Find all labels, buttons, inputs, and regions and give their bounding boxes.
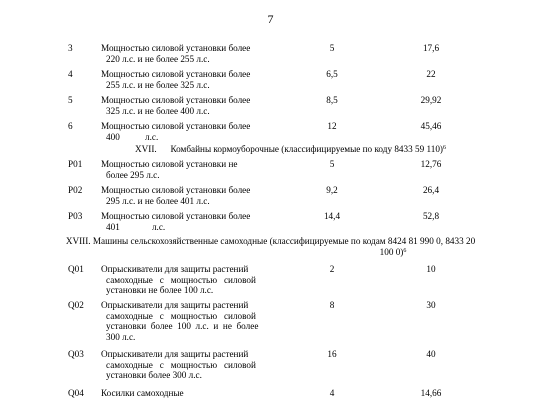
row-description — [101, 69, 269, 90]
description-line: более 295 л.с. — [106, 169, 160, 180]
row-code: 6 — [68, 121, 73, 131]
description-line: Опрыскиватели для защиты растений — [101, 264, 249, 274]
row-description — [101, 264, 269, 296]
row-value-2: 22 — [426, 69, 436, 79]
section-heading-line: 100 0) — [379, 246, 404, 257]
description-line: Мощностью силовой установки не — [101, 159, 238, 169]
row-value-1: 14,4 — [323, 211, 341, 221]
description-line: установки не более 100 л.с. — [106, 285, 214, 296]
row-code: P02 — [68, 185, 83, 195]
row-value-1: 6,5 — [326, 69, 338, 79]
description-line: Мощностью силовой установки более — [101, 211, 251, 221]
description-line: самоходные с мощностью силовой — [106, 274, 256, 285]
row-value-2: 12,76 — [420, 159, 442, 169]
row-value-2: 14,66 — [420, 388, 442, 398]
row-description — [101, 388, 269, 399]
row-value-2: 45,46 — [420, 121, 442, 131]
row-code: Q02 — [68, 300, 84, 310]
description-line: Мощностью силовой установки более — [101, 121, 251, 131]
row-code: Q04 — [68, 388, 84, 398]
description-line: Мощностью силовой установки более — [101, 69, 251, 79]
footnote-mark: 6 — [443, 145, 446, 151]
page-number: 7 — [267, 12, 274, 26]
row-value-1: 8,5 — [326, 95, 338, 105]
footnote-mark: 6 — [403, 247, 407, 254]
description-line: 401 л.с. — [106, 221, 166, 232]
row-code: 3 — [68, 43, 73, 53]
row-description — [101, 159, 269, 180]
row-description — [101, 185, 269, 206]
description-line: установки более 300 л.с. — [106, 370, 202, 381]
row-value-2: 30 — [426, 300, 436, 310]
row-code: 5 — [68, 95, 73, 105]
row-value-2: 26,4 — [422, 185, 440, 195]
description-line: 325 л.с. и не более 400 л.с. — [106, 105, 210, 116]
row-value-2: 17,6 — [422, 43, 440, 53]
row-value-1: 5 — [329, 43, 335, 53]
row-value-1: 4 — [329, 388, 335, 398]
description-line: 295 л.с. и не более 401 л.с. — [106, 195, 210, 206]
row-description — [101, 121, 269, 142]
description-line: самоходные с мощностью силовой — [106, 310, 256, 321]
row-value-2: 29,92 — [420, 95, 442, 105]
row-code: P03 — [68, 211, 83, 221]
description-line: Косилки самоходные — [101, 388, 184, 398]
section-heading-line: XVIII. Машины сельскохозяйственные самоходные (классифицируемые по кодам 8424 81 990 0, 8433 20 — [65, 236, 476, 246]
description-line: 400 л.с. — [106, 131, 159, 142]
section-heading-xvii — [0, 144, 541, 155]
row-description — [101, 95, 269, 116]
description-line: 255 л.с. и не более 325 л.с. — [106, 79, 210, 90]
row-value-1: 8 — [329, 300, 335, 310]
row-value-1: 5 — [329, 159, 335, 169]
section-heading-text: XVII. Комбайны кормоуборочные (классифицируемые по коду 8433 59 110) — [134, 144, 443, 154]
row-description — [101, 349, 269, 381]
row-description — [101, 43, 269, 64]
description-line: Опрыскиватели для защиты растений — [101, 300, 249, 310]
row-value-1: 9,2 — [326, 185, 338, 195]
description-line: Мощностью силовой установки более — [101, 185, 251, 195]
description-line: 300 л.с. — [106, 331, 136, 342]
description-line: установки более 100 л.с. и не более — [106, 321, 259, 332]
row-code: P01 — [68, 159, 83, 169]
row-value-2: 10 — [426, 264, 436, 274]
row-code: 4 — [68, 69, 73, 79]
row-code: Q03 — [68, 349, 84, 359]
description-line: Мощностью силовой установки более — [101, 95, 251, 105]
description-line: Опрыскиватели для защиты растений — [101, 349, 249, 359]
description-line: 220 л.с. и не более 255 л.с. — [106, 53, 210, 64]
row-description — [101, 211, 269, 232]
row-value-1: 12 — [327, 121, 337, 131]
description-line: самоходные с мощностью силовой — [106, 359, 256, 370]
description-line: Мощностью силовой установки более — [101, 43, 251, 53]
row-description — [101, 300, 269, 342]
row-value-1: 2 — [329, 264, 335, 274]
row-value-1: 16 — [327, 349, 337, 359]
row-value-2: 52,8 — [422, 211, 440, 221]
row-code: Q01 — [68, 264, 84, 274]
row-value-2: 40 — [426, 349, 436, 359]
section-heading-xviii — [0, 236, 541, 257]
